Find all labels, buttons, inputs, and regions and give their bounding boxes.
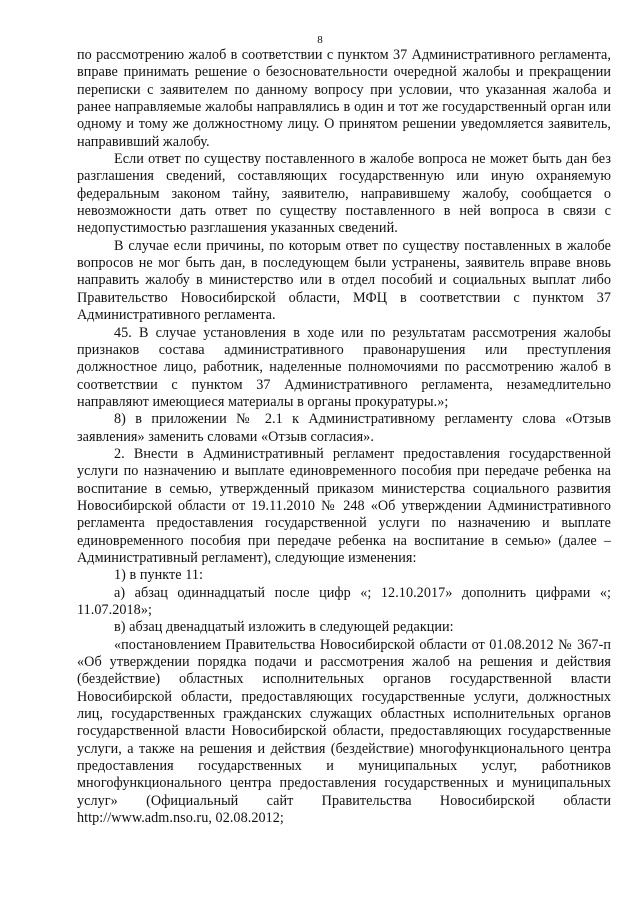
paragraph-complaint-decision: по рассмотрению жалоб в соответствии с пунктом 37 Административного регламента, вправе принимать решение о безосновательности очередной жалобы и прекращении переписки с заявителем по данному вопросу при условии, что указанная жалоба и ранее направляемые жалобы направлялись в один и тот же государственный орган или одному и тому же должностному лицу. О принятом решении уведомляется заявитель, направивший жалобу. xyxy=(77,47,611,150)
paragraph-1-point-11: 1) в пункте 11: xyxy=(114,567,203,584)
paragraph-resubmission: В случае если причины, по которым ответ по существу поставленных в жалобе вопросов не мог быть дан, в последующем были устранены, заявитель вправе вновь направить жалобу в министерство или в отдел пособий и социальных выплат либо Правительство Новосибирской области, МФЦ в соответствии с пунктом 37 Административного регламента. xyxy=(77,237,611,324)
paragraph-v-twelfth: в) абзац двенадцатый изложить в следующей редакции: xyxy=(114,619,454,636)
paragraph-2-amend-regulation: 2. Внести в Административный регламент предоставления государственной услуги по назначению и выплате единовременного пособия при передаче ребенка на воспитание в семью, утвержденный приказом министерства социального развития Новосибирской области от 19.11.2010 № 248 «Об утверждении Административного регламента предоставления государственной услуги по назначению и выплате единовременного пособия при передаче ребенка на воспитание в семью» (далее – Административный регламент), следующие изменения: xyxy=(77,445,611,566)
paragraph-a-eleventh: а) абзац одиннадцатый после цифр «; 12.10.2017» дополнить цифрами «; 11.07.2018»; xyxy=(77,584,611,618)
paragraph-resolution-quote: «постановлением Правительства Новосибирской области от 01.08.2012 № 367-п «Об утверждении порядка подачи и рассмотрения жалоб на решения и действия (бездействие) областных исполнительных органов государственной власти Новосибирской области, предоставляющих государственные услуги, должностных лиц, государственных гражданских служащих областных исполнительных органов государственной власти Новосибирской области, предоставляющих государственные услуги, а также на решения и действия (бездействие) многофункционального центра предоставления государственных и муниципальных услуг, работников многофункционального центра предоставления государственных и муниципальных услуг» (Официальный сайт Правительства Новосибирской области http://www.adm.nso.ru, 02.08.2012; xyxy=(77,636,611,827)
document-body xyxy=(77,47,611,827)
paragraph-state-secret: Если ответ по существу поставленного в жалобе вопроса не может быть дан без разглашения сведений, составляющих государственную или иную охраняемую федеральным законом тайну, заявителю, направившему жалобу, сообщается о невозможности дать ответ по существу поставленного в ней вопроса в связи с недопустимостью разглашения указанных сведений. xyxy=(77,151,611,237)
page-number: 8 xyxy=(317,34,323,46)
paragraph-45-prosecution: 45. В случае установления в ходе или по результатам рассмотрения жалобы признаков состава административного правонарушения или преступления должностное лицо, работник, наделенные полномочиями по рассмотрению жалоб в соответствии с пунктом 37 Административного регламента, незамедлительно направляют имеющиеся материалы в органы прокуратуры.»; xyxy=(77,324,611,410)
paragraph-8-appendix: 8) в приложении № 2.1 к Административному регламенту слова «Отзыв заявления» заменить словами «Отзыв согласия». xyxy=(77,411,611,445)
